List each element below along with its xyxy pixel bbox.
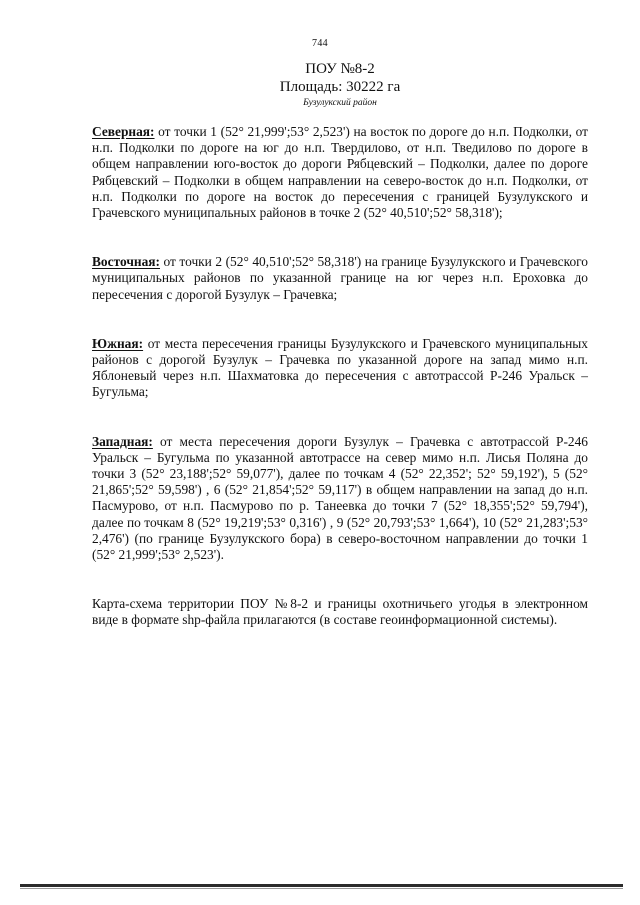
section-north-text: от точки 1 (52° 21,999';53° 2,523') на восток по дороге до н.п. Подколки, от н.п. Подколки по дороге на юг до н.п. Твердилово, от н.п. Тведилово по дороге в общем направлении юго-восток до дороги Рябцевский – Подколки, далее по дороге Рябцевский – Подколки в общем направлении на северо-восток до н.п. Подколки, от н.п. Подколки по дороге на восток до пересечения с границей Бузулукского и Грачевского муниципальных районов в точке 2 (52° 40,510';52° 58,318'); xyxy=(92,124,588,221)
section-west-text: от места пересечения дороги Бузулук – Грачевка с автотрассой Р-246 Уральск – Бугульма по указанной автотрассе на север мимо н.п. Лисья Поляна до точки 3 (52° 23,188';52° 59,077'), далее по точкам 4 (52° 22,352'; 52° 59,192'), 5 (52° 21,865';52° 59,598') , 6 (52° 21,854';52° 59,117') в общем направлении на запад до н.п. Пасмурово, от н.п. Пасмурово по р. Танеевка до точки 7 (52° 18,355';52° 59,794'), далее по точкам 8 (52° 19,219';53° 0,316') , 9 (52° 20,793';53° 1,664'), 10 (52° 21,283';53° 2,476') (по границе Бузулукского бора) в северо-восточном направлении до точки 1 (52° 21,999';53° 2,523'). xyxy=(92,433,588,563)
section-west xyxy=(92,434,588,564)
bottom-rule-shadow xyxy=(20,888,623,889)
section-north-heading: Северная: xyxy=(92,124,155,139)
document-body xyxy=(92,124,588,629)
section-north xyxy=(92,124,588,221)
section-west-heading: Западная: xyxy=(92,433,153,449)
section-east-heading: Восточная: xyxy=(92,254,160,270)
document-title: ПОУ №8-2 xyxy=(305,61,375,77)
bottom-rule xyxy=(20,884,623,887)
section-east-text: от точки 2 (52° 40,510';52° 58,318') на границе Бузулукского и Грачевского муниципальных районов по указанной границе на юг через н.п. Ероховка до пересечения с дорогой Бузулук – Грачевка; xyxy=(92,254,588,302)
section-south-heading: Южная: xyxy=(92,335,144,351)
district-name: Бузулукский район xyxy=(303,98,377,108)
page-number: 744 xyxy=(312,38,328,49)
section-south-text: от места пересечения границы Бузулукского и Грачевского муниципальных районов с дорогой Бузулук – Грачевка по указанной дороге на запад мимо н.п. Яблоневый через н.п. Шахматовка до пересечения с автотрассой Р-246 Уральск – Бугульма; xyxy=(92,335,588,400)
document-header xyxy=(140,60,540,110)
area-line: Площадь: 30222 га xyxy=(279,79,401,95)
section-east xyxy=(92,254,588,303)
section-south xyxy=(92,336,588,401)
map-note-paragraph: Карта-схема территории ПОУ №8-2 и границы охотничьего угодья в электронном виде в формате shp-файла прилагаются (в составе геоинформационной системы). xyxy=(92,596,588,628)
